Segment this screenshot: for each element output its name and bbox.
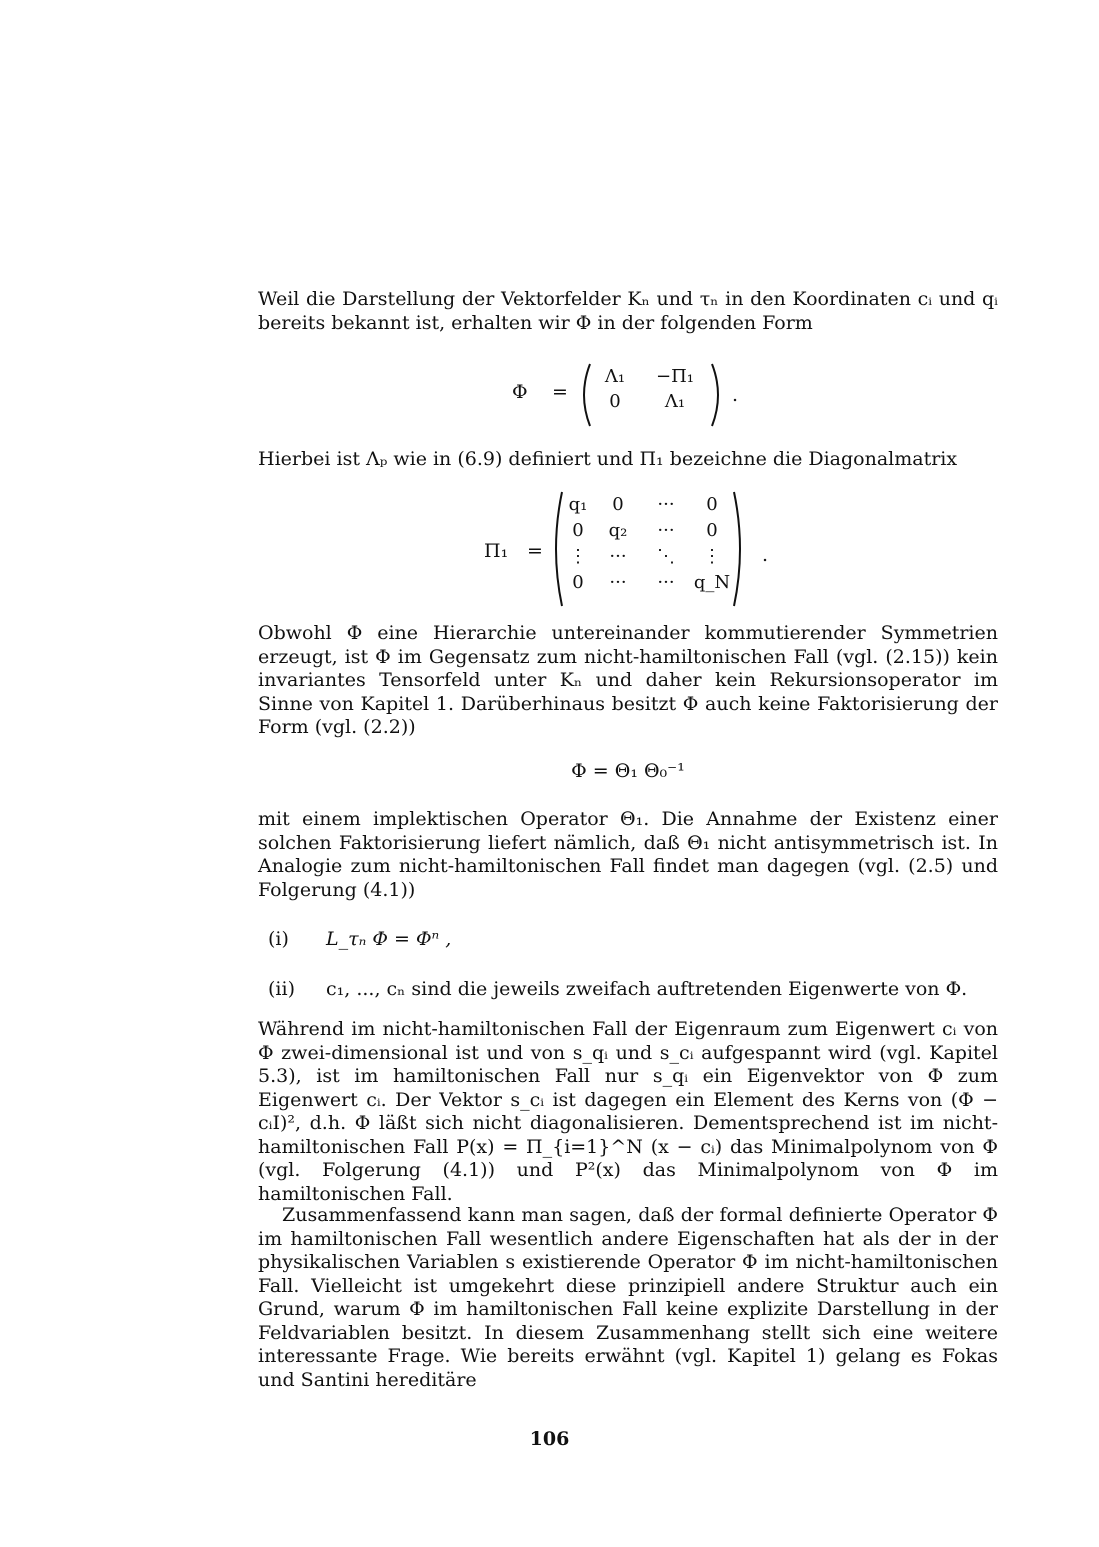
eq2-cell: q₁ bbox=[568, 494, 588, 515]
list-item-text: L_τₙ Φ = Φⁿ , bbox=[326, 928, 452, 950]
eq1-cell: Λ₁ bbox=[664, 391, 686, 412]
eq2-matrix bbox=[562, 494, 734, 593]
eq2-cell: ··· bbox=[657, 494, 675, 515]
paragraph-3: Obwohl Φ eine Hierarchie untereinander kommutierender Symmetrien erzeugt, ist Φ im Gegensatz zum nicht-hamiltonischen Fall (vgl. (2.15)) kein invariantes Tensorfeld unter Kₙ und daher kein Rekursionsoperator im Sinne von Kapitel 1. Darüberhinaus besitzt Φ auch keine Faktorisierung der Form (vgl. (2.2)) bbox=[258, 622, 998, 738]
eq2-cell: ⋮ bbox=[569, 546, 587, 567]
eq2-cell: q_N bbox=[693, 572, 731, 593]
paragraph-5: Während im nicht-hamiltonischen Fall der Eigenraum zum Eigenwert cᵢ von Φ zwei-dimensional ist und von s_qᵢ und s_cᵢ aufgespannt wird (vgl. Kapitel 5.3), ist im hamiltonischen Fall nur s_qᵢ ein Eigenvektor von Φ zum Eigenwert cᵢ. Der Vektor s_cᵢ ist dagegen ein Element des Kerns von (Φ − cᵢI)², d.h. Φ läßt sich nicht diagonalisieren. Dementsprechend ist im nicht-hamiltonischen Fall P(x) = Π_{i=1}^N (x − cᵢ) das Minimalpolynom von Φ (vgl. Folgerung (4.1)) und P²(x) das Minimalpolynom von Φ im hamiltonischen Fall. bbox=[258, 1018, 998, 1205]
list-item-label: (ii) bbox=[268, 978, 295, 1000]
paragraph-2: Hierbei ist Λₚ wie in (6.9) definiert und Π₁ bezeichne die Diagonalmatrix bbox=[258, 448, 958, 470]
eq2-cell: 0 bbox=[612, 494, 624, 515]
eq1-cell: −Π₁ bbox=[656, 366, 694, 387]
eq1-matrix bbox=[590, 366, 710, 412]
eq2-cell: ··· bbox=[657, 520, 675, 541]
paragraph-4: mit einem implektischen Operator Θ₁. Die Annahme der Existenz einer solchen Faktorisierung liefert nämlich, daß Θ₁ nicht antisymmetrisch ist. In Analogie zum nicht-hamiltonischen Fall findet man dagegen (vgl. (2.5) und Folgerung (4.1)) bbox=[258, 808, 998, 901]
eq2-cell: ⋱ bbox=[657, 546, 675, 567]
paragraph-6: Zusammenfassend kann man sagen, daß der formal definierte Operator Φ im hamiltonischen Fall wesentlich andere Eigenschaften hat als der in der physikalischen Variablen s existierende Operator Φ im nicht-hamiltonischen Fall. Vielleicht ist umgekehrt diese prinzipiell andere Struktur auch ein Grund, warum Φ im hamiltonischen Fall keine explizite Darstellung in der Feldvariablen besitzt. In diesem Zusammenhang stellt sich eine weitere interessante Frage. Wie bereits erwähnt (vgl. Kapitel 1) gelang es Fokas und Santini hereditäre bbox=[258, 1204, 998, 1391]
list-item-text: c₁, ..., cₙ sind die jeweils zweifach auftretenden Eigenwerte von Φ. bbox=[326, 978, 968, 1000]
eq1-lhs: Φ bbox=[512, 381, 528, 403]
eq2-cell: ··· bbox=[609, 572, 627, 593]
eq2-trail: . bbox=[762, 544, 769, 566]
eq2-equals: = bbox=[527, 540, 543, 562]
eq2-cell: q₂ bbox=[608, 520, 628, 541]
eq2-cell: 0 bbox=[572, 572, 584, 593]
eq2-cell: 0 bbox=[706, 520, 718, 541]
eq2-cell: ⋮ bbox=[703, 546, 721, 567]
page-number: 106 bbox=[529, 1428, 570, 1450]
eq2-cell: 0 bbox=[706, 494, 718, 515]
paragraph-1: Weil die Darstellung der Vektorfelder Kₙ und τₙ in den Koordinaten cᵢ und qᵢ bereits bekannt ist, erhalten wir Φ in der folgenden Form bbox=[258, 288, 998, 334]
eq1-cell: Λ₁ bbox=[604, 366, 626, 387]
eq2-cell: ··· bbox=[657, 572, 675, 593]
eq2-cell: 0 bbox=[572, 520, 584, 541]
eq2-lhs: Π₁ bbox=[484, 540, 509, 562]
eq1-cell: 0 bbox=[609, 391, 621, 412]
list-item-label: (i) bbox=[268, 928, 289, 950]
eq2-cell: ··· bbox=[609, 546, 627, 567]
list-item bbox=[268, 978, 988, 1001]
eq1-equals: = bbox=[552, 381, 568, 403]
equation-factorization: Φ = Θ₁ Θ₀⁻¹ bbox=[571, 760, 685, 782]
list-item bbox=[268, 928, 988, 951]
eq1-trail: . bbox=[732, 384, 739, 406]
